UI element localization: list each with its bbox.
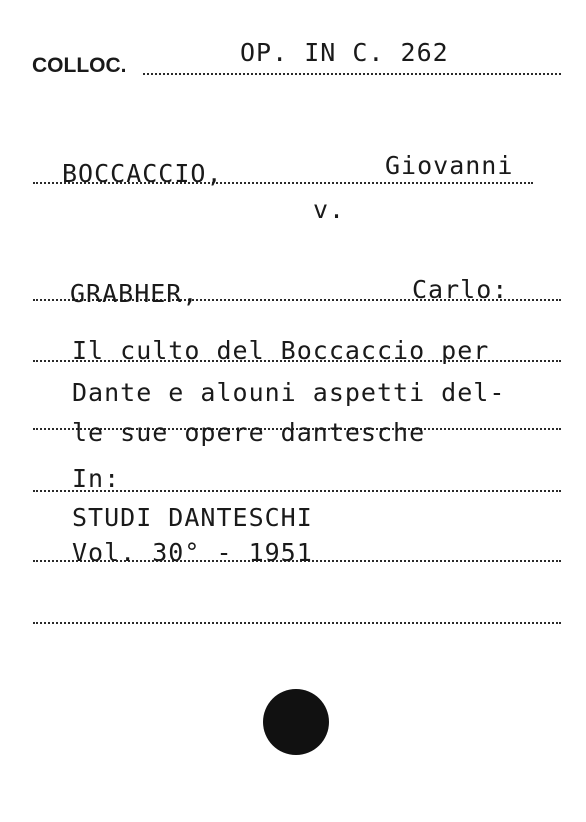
see-also-marker: v. <box>313 195 346 224</box>
title-line-1: Il culto del Boccaccio per <box>72 336 490 365</box>
author-surname: GRABHER, <box>70 279 199 308</box>
subject-given-name: Giovanni <box>385 151 514 180</box>
author-given-name: Carlo: <box>412 275 509 304</box>
blank-dotted-line <box>33 622 561 624</box>
journal-title: STUDI DANTESCHI <box>72 503 313 532</box>
colloc-value: OP. IN C. 262 <box>240 38 449 67</box>
in-label: In: <box>72 464 121 493</box>
subject-surname: BOCCACCIO, <box>62 159 223 188</box>
volume-line: Vol. 30° - 1951 <box>72 538 313 567</box>
punch-hole <box>263 689 329 755</box>
title-line-2: Dante e alouni aspetti del- <box>72 378 506 407</box>
colloc-dotted-line <box>143 73 561 75</box>
colloc-label: COLLOC. <box>32 54 127 77</box>
title-line-3: le sue opere dantesche <box>72 418 426 447</box>
